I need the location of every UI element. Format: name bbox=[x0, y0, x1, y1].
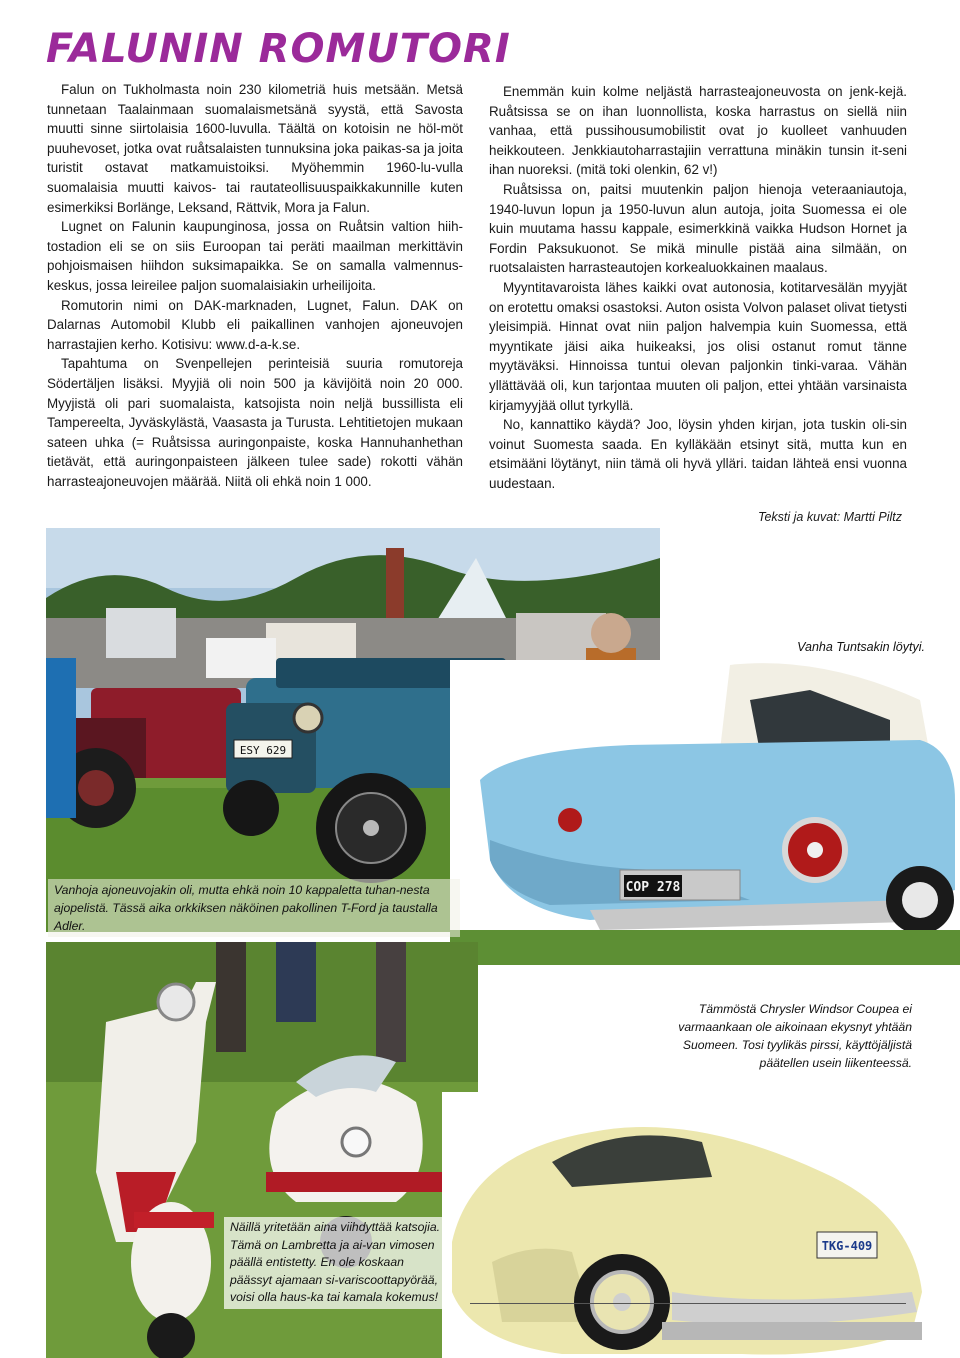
paragraph: Falun on Tukholmasta noin 230 kilometriä huis metsään. Metsä tunnetaan Taalainmaan suomalaismetsänä syystä, että Savosta muutti sinne siirtolaisia 1600-luvulla. Täältä on kotoisin ne höl-möt puuhevoset, jotka ovat ruåtsalaisten tunnuksina joka paikas-sa ja joita turistit ostavat matkamuistoiksi. Myöhemmin 1960-lu-vulla suomalaisia muutti kaivos- tai rautateollisuuspaikkakunnille kuten esimerkiksi Borlänge, Leksand, Rättvik, Mora ja Falun. bbox=[47, 82, 463, 215]
photo-thunderbird-image bbox=[450, 660, 960, 965]
paragraph: Romutorin nimi on DAK-marknaden, Lugnet, Falun. DAK on Dalarnas Automobil Klubb eli paikallinen vanhojen ajoneuvojen harrastajien kerho. Kotisivu: www.d-a-k.se. bbox=[47, 297, 463, 352]
paragraph: No, kannattiko käydä? Joo, löysin yhden kirjan, jota tuskin oli-sin voinut Suomesta saada. En kylläkään etsinyt sitä, mutta kun en etsimääni löytänyt, niin tämä oli hyvä ylläri. taidan lähteä ensi vuonna uudestaan. bbox=[489, 417, 907, 491]
photo-thunderbird bbox=[450, 660, 960, 965]
paragraph: Ruåtsissa on, paitsi muutenkin paljon hienoja veteraaniautoja, 1940-luvun lopun ja 1950-luvun alun autoja, joita Suomessa ei ole kuin muutama hassu kappale, esimerkkinä vaikka Hudson Hornet ja Fordin Paksukuonot. Se mikä minulle pistää aina silmään, on ruotsalaisten harrasteautojen korkealuokkainen maalaus. bbox=[489, 181, 907, 276]
divider bbox=[470, 1303, 906, 1304]
paragraph: Enemmän kuin kolme neljästä harrasteajoneuvosta on jenk-kejä. Ruåtsissa se on ihan luonnollista, koska harrastus on siellä niin vanhaa, että pussihousumobilistit ovat jo kuolleet vanhuuden heikkouteen. Jenkkiautoharrastajiin verrattuna minäkin tunsin it-seni ihan nuoreksi. (mitä toki olenkin, 62 v!) bbox=[489, 84, 907, 178]
chrysler-plate: TKG-409 bbox=[821, 1239, 873, 1253]
paragraph: Myyntitavaroista lähes kaikki ovat autonosia, kotitarvesälän myyjät on erotettu omaksi osastoksi. Auton osista Volvon palaset olivat tietysti yleisimpiä. Hinnat ovat niin paljon halvempia kuin Suomessa, että myyntikate jäisi aika huikeaksi, jos olisi ostanut romut tänne myytäväksi. Hinnoissa tuntui olevan paljonkin tinki-varaa. Vähän yllättävää oli, kun tarjontaa muuten oli paljon, ettei yhtään varsinaista kirjamyyjää ollut tyrkyllä. bbox=[489, 279, 907, 413]
photo-credit: Teksti ja kuvat: Martti Piltz bbox=[757, 510, 902, 524]
caption-chrysler: Tämmöstä Chrysler Windsor Coupea ei varmaankaan ole aikoinaan ekysnyt yhtään Suomeen. Tosi tyylikäs pirssi, käyttöjäljistä päätellen usein liikenteessä. bbox=[678, 1002, 912, 1070]
paragraph: Lugnet on Falunin kaupunginosa, jossa on Ruåtsin valtion hiih-tostadion eli se on siis Euroopan tai peräti maailman merkittävin pohjoismaisen hiihdon suksimapaikka. Se on samalla valmennus-keskus, jossa leireilee paljon suomalaisiakin urheilijoita. bbox=[47, 219, 463, 293]
article-column-left bbox=[47, 80, 463, 491]
thunderbird-plate: COP 278 bbox=[625, 880, 681, 895]
caption-lambretta: Näillä yritetään aina viihdyttää katsojia. Tämä on Lambretta ja ai-van vimosen päällä entistetty. En ole koskaan päässyt ajamaan si-variscoottapyörää, voisi olla haus-ka tai kamala kokemus! bbox=[224, 1217, 448, 1309]
photo-chrysler-image bbox=[442, 1092, 926, 1358]
caption-thunderbird: Vanha Tuntsakin löytyi. bbox=[797, 640, 925, 654]
article-column-right bbox=[489, 82, 907, 493]
tford-plate: ESY 629 bbox=[239, 744, 287, 757]
article-title: FALUNIN ROMUTORI bbox=[46, 26, 511, 72]
caption-vintage-cars: Vanhoja ajoneuvojakin oli, mutta ehkä noin 10 kappaletta tuhan-nesta ajopelistä. Tässä aika orkkiksen näköinen pakollinen T-Ford ja taustalla Adler. bbox=[48, 879, 460, 937]
paragraph: Tapahtuma on Svenpellejen perinteisiä suuria romutoreja Södertäljen lisäksi. Myyjiä oli noin 500 ja kävijöitä noin 20 000. Myyjistä oli pari suomalaista, katsojista noin neljä bussillista eli Tampereelta, Jyväskylästä, Vaasasta ja Turusta. Lehtitietojen mukaan sateen uhka (= Ruåtsissa auringonpaiste, koska Hannuhanhethan tietävät, että auringonpaisteen jälkeen tulee sade) rokotti vähän harrasteajoneuvojen määrää. Niitä oli ehkä noin 1 000. bbox=[47, 356, 463, 489]
photo-chrysler bbox=[442, 1092, 926, 1358]
